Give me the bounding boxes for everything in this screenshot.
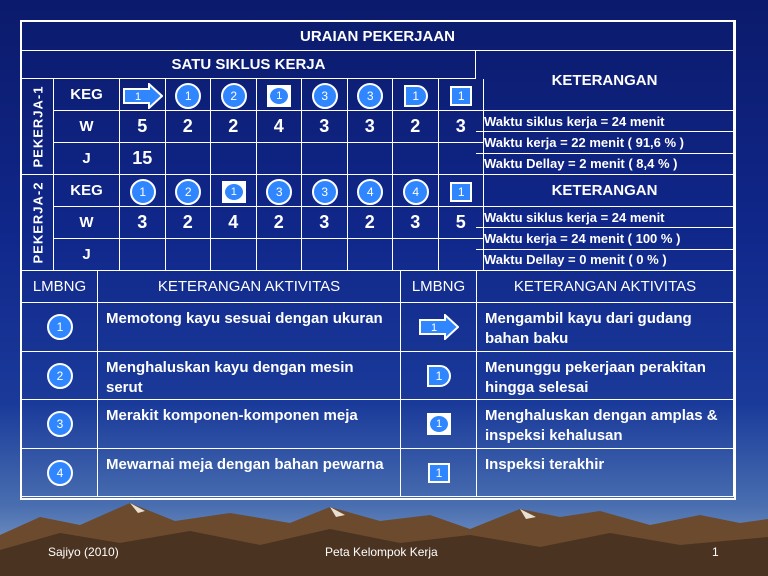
worker-2-note: Waktu Dellay = 0 menit ( 0 % ) [476, 250, 734, 271]
worker-1-step-4-square-circle-icon: 1 [267, 85, 291, 107]
w-cell: 3 [348, 111, 394, 143]
worker-2-note: Waktu siklus kerja = 24 menit [476, 207, 734, 228]
w-cell: 2 [166, 111, 212, 143]
row-label-w: W [54, 207, 120, 239]
legend-right-text: Menunggu pekerjaan perakitan hingga selesai [477, 352, 734, 401]
worker-2-step-7-circle-icon: 4 [403, 179, 429, 205]
legend-right-1-arrow-icon [419, 314, 459, 340]
worker-2-step-6-circle-icon: 4 [357, 179, 383, 205]
w-cell: 2 [166, 207, 212, 239]
footer-author: Sajiyo (2010) [48, 545, 119, 559]
worker-1-step-6-circle-icon: 3 [357, 83, 383, 109]
worker-1-note: Waktu Dellay = 2 menit ( 8,4 % ) [476, 154, 734, 175]
legend-left-text: Menghaluskan kayu dengan mesin serut [98, 352, 401, 401]
j-cell [120, 239, 166, 271]
j-cell [166, 143, 212, 175]
legend-right-text: Mengambil kayu dari gudang bahan baku [477, 303, 734, 352]
row-label-w: W [54, 111, 120, 143]
j-cell [393, 143, 439, 175]
legend-left-3-circle-icon: 3 [47, 411, 73, 437]
legend-header-desc-left: KETERANGAN AKTIVITAS [98, 271, 401, 303]
svg-text:1: 1 [134, 91, 141, 103]
worker-1-note: Waktu siklus kerja = 24 menit [476, 111, 734, 132]
worker-label-2 [22, 175, 54, 271]
legend-left-text: Memotong kayu sesuai dengan ukuran [98, 303, 401, 352]
w-cell: 4 [211, 207, 257, 239]
legend-header-lmbng-right: LMBNG [401, 271, 477, 303]
worker-2-step-1-circle-icon: 1 [130, 179, 156, 205]
worker-1-note: Waktu kerja = 22 menit ( 91,6 % ) [476, 132, 734, 153]
w-cell: 2 [211, 111, 257, 143]
worker-label-text: PEKERJA-2 [30, 181, 45, 264]
worker-2-step-2-circle-icon: 2 [175, 179, 201, 205]
legend-left-4-circle-icon: 4 [47, 460, 73, 486]
worker-2-step-8-square-icon: 1 [450, 182, 472, 202]
w-cell: 3 [393, 207, 439, 239]
w-cell: 3 [302, 111, 348, 143]
row-label-keg: KEG [54, 79, 120, 111]
footer-page-number: 1 [712, 545, 719, 559]
worker-label-text: PEKERJA-1 [30, 85, 45, 168]
legend-left-text: Mewarnai meja dengan bahan pewarna [98, 449, 401, 498]
worker-2-step-3-square-circle-icon: 1 [222, 181, 246, 203]
w-cell: 2 [348, 207, 394, 239]
cycle-title: SATU SIKLUS KERJA [22, 51, 476, 79]
footer-title: Peta Kelompok Kerja [325, 545, 438, 559]
w-cell: 3 [302, 207, 348, 239]
keterangan-header-2: KETERANGAN [476, 175, 734, 207]
j-cell [211, 239, 257, 271]
legend-left-2-circle-icon: 2 [47, 363, 73, 389]
legend-right-text: Inspeksi terakhir [477, 449, 734, 498]
j-cell [257, 143, 303, 175]
j-cell [393, 239, 439, 271]
legend-left-text: Merakit komponen-komponen meja [98, 400, 401, 449]
j-cell [348, 143, 394, 175]
w-cell: 4 [257, 111, 303, 143]
j-cell [257, 239, 303, 271]
table-title: URAIAN PEKERJAAN [22, 22, 734, 51]
legend-right-2-delay-icon: 1 [427, 365, 451, 387]
legend-header-desc-right: KETERANGAN AKTIVITAS [477, 271, 734, 303]
j-cell [302, 143, 348, 175]
w-cell: 5 [120, 111, 166, 143]
row-label-j: J [54, 143, 120, 175]
worker-1-step-8-square-icon: 1 [450, 86, 472, 106]
legend-header-lmbng-left: LMBNG [22, 271, 98, 303]
row-label-j: J [54, 239, 120, 271]
w-cell: 3 [439, 111, 485, 143]
main-table [20, 20, 736, 500]
worker-1-step-3-circle-icon: 2 [221, 83, 247, 109]
worker-1-step-5-circle-icon: 3 [312, 83, 338, 109]
mountain-landscape [0, 495, 768, 576]
w-cell: 3 [120, 207, 166, 239]
j-cell: 15 [120, 143, 166, 175]
legend-left-1-circle-icon: 1 [47, 314, 73, 340]
w-cell: 2 [257, 207, 303, 239]
worker-1-step-7-delay-icon: 1 [404, 85, 428, 107]
j-cell [166, 239, 212, 271]
j-cell [302, 239, 348, 271]
row-label-keg: KEG [54, 175, 120, 207]
w-cell: 5 [439, 207, 485, 239]
worker-label-1 [22, 79, 54, 175]
j-cell [348, 239, 394, 271]
w-cell: 2 [393, 111, 439, 143]
worker-1-step-2-circle-icon: 1 [175, 83, 201, 109]
worker-2-step-5-circle-icon: 3 [312, 179, 338, 205]
legend-right-3-square-circle-icon: 1 [427, 413, 451, 435]
j-cell [211, 143, 257, 175]
worker-2-note: Waktu kerja = 24 menit ( 100 % ) [476, 228, 734, 249]
svg-text:1: 1 [430, 322, 438, 335]
keterangan-header: KETERANGAN [476, 51, 734, 111]
legend-right-text: Menghaluskan dengan amplas & inspeksi kehalusan [477, 400, 734, 449]
legend-right-4-square-icon: 1 [428, 463, 450, 483]
worker-1-step-1-arrow-icon [123, 83, 163, 109]
worker-2-step-4-circle-icon: 3 [266, 179, 292, 205]
